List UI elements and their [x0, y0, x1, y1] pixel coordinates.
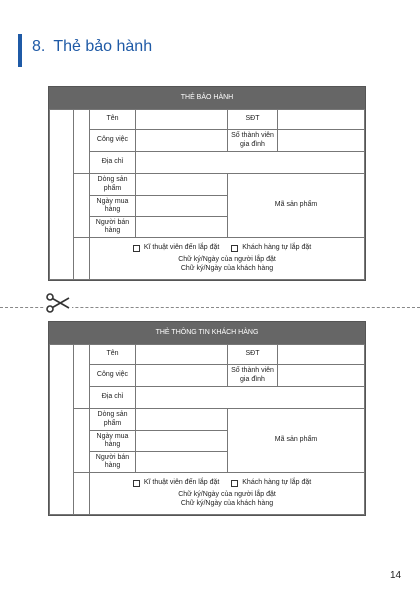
seller-field[interactable] [136, 217, 228, 238]
address-field[interactable] [136, 387, 365, 409]
option-technician[interactable]: Kĩ thuật viên đến lắp đặt [133, 244, 220, 252]
checkbox-self-install[interactable] [231, 480, 238, 487]
option-self-install[interactable]: Khách hàng tự lắp đặt [231, 244, 311, 252]
seller-label: Người bán hàng [90, 217, 136, 238]
option-self-install[interactable]: Khách hàng tự lắp đặt [231, 479, 311, 487]
purchase-date-label: Ngày mua hàng [90, 196, 136, 217]
section-title: Thẻ bảo hành [53, 38, 153, 55]
customer-group-cell [74, 345, 90, 409]
serial-label: Mã sản phẩm [274, 201, 318, 209]
card-title: THẺ BẢO HÀNH [49, 87, 365, 109]
purchase-date-field[interactable] [136, 196, 228, 217]
name-field[interactable] [136, 110, 228, 130]
installer-signature-line: Chữ ký/Ngày của người lắp đặt [178, 490, 276, 498]
install-options [92, 479, 362, 490]
phone-field[interactable] [278, 110, 365, 130]
serial-cell[interactable] [228, 174, 365, 238]
warranty-form-table [49, 109, 365, 280]
install-options [92, 244, 362, 255]
family-size-field[interactable] [278, 365, 365, 387]
install-cell [90, 238, 365, 280]
customer-signature-line: Chữ ký/Ngày của khách hàng [180, 499, 274, 507]
checkbox-technician[interactable] [133, 480, 140, 487]
seller-label: Người bán hàng [90, 452, 136, 473]
purchase-date-label: Ngày mua hàng [90, 431, 136, 452]
copy-side-cell [50, 345, 74, 515]
install-cell [90, 473, 365, 515]
customer-info-card [48, 321, 366, 516]
address-field[interactable] [136, 152, 365, 174]
job-field[interactable] [136, 130, 228, 152]
customer-info-form-table [49, 344, 365, 515]
scissors-icon [44, 293, 72, 313]
address-label: Địa chỉ [90, 387, 136, 409]
name-label: Tên [90, 110, 136, 130]
section-accent-bar [18, 34, 22, 67]
customer-signature-line: Chữ ký/Ngày của khách hàng [180, 264, 274, 272]
checkbox-self-install[interactable] [231, 245, 238, 252]
copy-side-cell [50, 110, 74, 280]
card-title: THẺ THÔNG TIN KHÁCH HÀNG [49, 322, 365, 344]
family-size-label: Số thành viên gia đình [228, 130, 278, 152]
job-label: Công việc [90, 130, 136, 152]
name-label: Tên [90, 345, 136, 365]
seller-field[interactable] [136, 452, 228, 473]
serial-cell[interactable] [228, 409, 365, 473]
family-size-field[interactable] [278, 130, 365, 152]
phone-label: SĐT [228, 345, 278, 365]
section-heading [32, 38, 152, 56]
page-number: 14 [390, 570, 402, 581]
warranty-card [48, 86, 366, 281]
serial-label: Mã sản phẩm [274, 436, 318, 444]
installer-signature-line: Chữ ký/Ngày của người lắp đặt [178, 255, 276, 263]
family-size-label: Số thành viên gia đình [228, 365, 278, 387]
checkbox-technician[interactable] [133, 245, 140, 252]
product-line-label: Dòng sản phẩm [90, 409, 136, 431]
product-group-cell [74, 409, 90, 473]
phone-label: SĐT [228, 110, 278, 130]
install-group-cell [74, 238, 90, 280]
install-group-cell [74, 473, 90, 515]
product-line-field[interactable] [136, 409, 228, 431]
customer-group-cell [74, 110, 90, 174]
purchase-date-field[interactable] [136, 431, 228, 452]
phone-field[interactable] [278, 345, 365, 365]
name-field[interactable] [136, 345, 228, 365]
product-group-cell [74, 174, 90, 238]
address-label: Địa chỉ [90, 152, 136, 174]
job-field[interactable] [136, 365, 228, 387]
product-line-label: Dòng sản phẩm [90, 174, 136, 196]
job-label: Công việc [90, 365, 136, 387]
option-technician[interactable]: Kĩ thuật viên đến lắp đặt [133, 479, 220, 487]
product-line-field[interactable] [136, 174, 228, 196]
section-number: 8. [32, 38, 46, 55]
